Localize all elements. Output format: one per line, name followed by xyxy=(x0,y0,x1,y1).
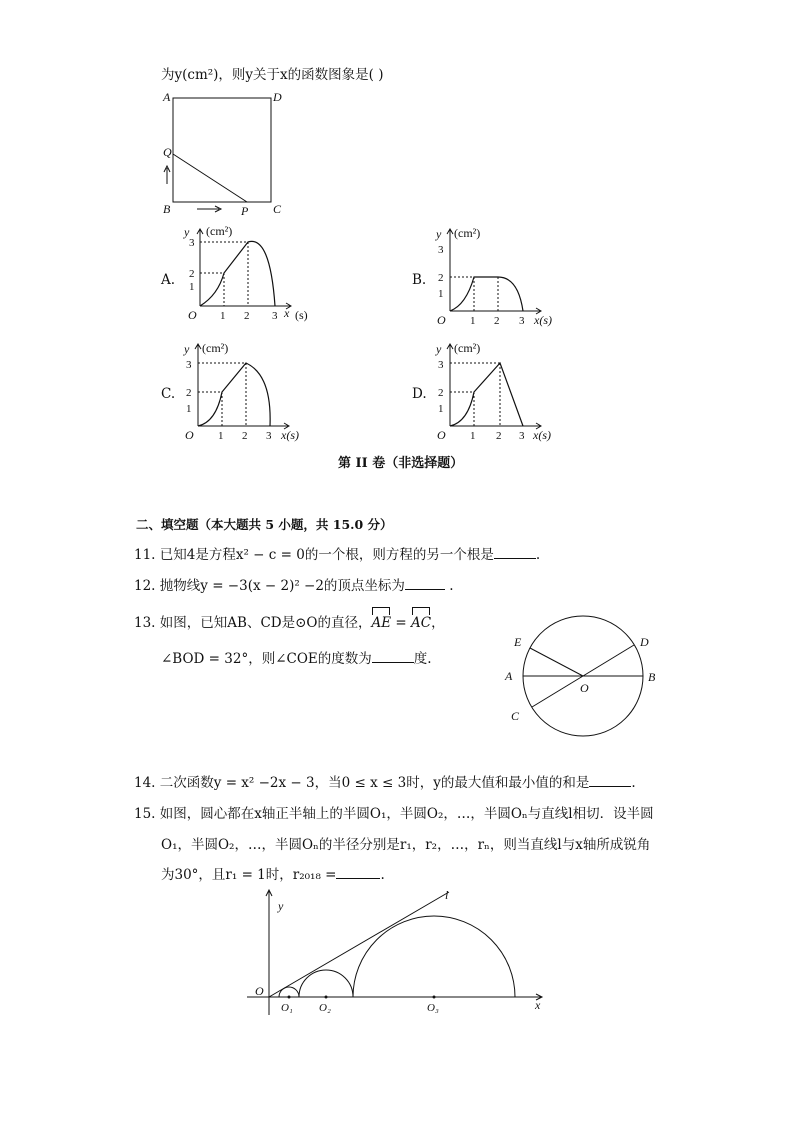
svg-text:B: B xyxy=(648,670,656,684)
svg-text:O: O xyxy=(185,428,194,442)
svg-text:y: y xyxy=(436,227,442,241)
svg-text:y: y xyxy=(184,225,190,239)
graph-A xyxy=(178,225,328,325)
answer-blank-11[interactable] xyxy=(494,546,536,559)
label-C: C xyxy=(273,202,282,216)
question-15-line3: 为30°，且r₁ = 1时，r₂₀₁₈ = . xyxy=(161,867,385,883)
svg-text:1: 1 xyxy=(438,403,444,415)
graph-D xyxy=(428,340,568,445)
svg-text:2: 2 xyxy=(242,430,248,442)
svg-text:3: 3 xyxy=(519,315,525,327)
q10-text: 为y(cm²)，则y关于x的函数图象是( ) xyxy=(161,67,384,83)
svg-text:x(s): x(s) xyxy=(534,313,552,327)
q11-text: 已知4是方程x² − c = 0的一个根，则方程的另一个根是 xyxy=(159,547,494,563)
svg-text:2: 2 xyxy=(496,430,502,442)
svg-text:O: O xyxy=(437,428,446,442)
svg-text:y: y xyxy=(436,342,442,356)
svg-text:x(s): x(s) xyxy=(533,428,551,442)
svg-text:O: O xyxy=(580,681,589,695)
svg-text:3: 3 xyxy=(186,359,192,371)
answer-blank-14[interactable] xyxy=(589,774,631,787)
q15-number: 15. xyxy=(134,806,156,822)
svg-text:1: 1 xyxy=(438,288,444,300)
svg-text:1: 1 xyxy=(189,281,195,293)
svg-text:x: x xyxy=(284,306,290,320)
svg-text:(cm²): (cm²) xyxy=(202,341,229,355)
q14-number: 14. xyxy=(134,775,156,791)
svg-text:C: C xyxy=(511,709,520,723)
svg-text:3: 3 xyxy=(438,359,444,371)
svg-text:l: l xyxy=(445,888,449,902)
q12-text: 抛物线y = −3(x − 2)² −2的顶点坐标为 xyxy=(159,578,405,594)
question-14: 14. 二次函数y = x² −2x − 3，当0 ≤ x ≤ 3时，y的最大值和最小值的和是 . xyxy=(134,775,636,791)
label-D: D xyxy=(273,90,282,104)
svg-text:x(s): x(s) xyxy=(281,428,299,442)
label-A: A xyxy=(163,90,171,104)
choice-A-letter[interactable]: A. xyxy=(161,272,176,288)
q12-number: 12. xyxy=(134,578,156,594)
question-15-line2: O₁，半圆O₂，…，半圆Oₙ的半径分别是r₁，r₂，…，rₙ，则当直线l与x轴所成锐角 xyxy=(161,837,651,853)
answer-blank-12[interactable] xyxy=(405,577,445,590)
svg-text:O: O xyxy=(188,308,197,322)
section-title: 二、填空题（本大题共 5 小题，共 15.0 分） xyxy=(136,517,393,532)
svg-text:2: 2 xyxy=(438,272,444,284)
svg-text:2: 2 xyxy=(189,268,195,280)
question-11: 11. 已知4是方程x² − c = 0的一个根，则方程的另一个根是 . xyxy=(134,547,541,563)
svg-text:O₂: O₂ xyxy=(319,1002,331,1014)
svg-text:A: A xyxy=(505,669,513,683)
svg-text:3: 3 xyxy=(519,430,525,442)
svg-text:(cm²): (cm²) xyxy=(454,226,481,240)
svg-text:1: 1 xyxy=(218,430,224,442)
question-13-line1: 13. 如图，已知AB、CD是⊙O的直径，AE = AC， xyxy=(134,615,445,631)
svg-text:O₃: O₃ xyxy=(427,1002,439,1014)
svg-text:O: O xyxy=(255,984,264,998)
svg-text:(cm²): (cm²) xyxy=(206,225,233,238)
label-P: P xyxy=(241,204,249,218)
square-figure xyxy=(155,88,295,220)
svg-text:O: O xyxy=(437,313,446,327)
svg-text:1: 1 xyxy=(470,315,476,327)
svg-text:2: 2 xyxy=(244,310,250,322)
question-15-line1: 15. 如图，圆心都在x轴正半轴上的半圆O₁，半圆O₂，…，半圆Oₙ与直线l相切．设半圆 xyxy=(134,806,654,822)
svg-text:y: y xyxy=(184,342,190,356)
q11-number: 11. xyxy=(134,547,156,563)
choice-C-letter[interactable]: C. xyxy=(161,386,176,402)
svg-text:D: D xyxy=(640,635,649,649)
svg-text:1: 1 xyxy=(220,310,226,322)
svg-text:2: 2 xyxy=(494,315,500,327)
arc-AE: AE xyxy=(371,615,392,631)
svg-text:3: 3 xyxy=(266,430,272,442)
question-13-line2: ∠BOD = 32°，则∠COE的度数为 度. xyxy=(161,651,432,667)
part2-title: 第 II 卷（非选择题） xyxy=(338,456,464,471)
answer-blank-13[interactable] xyxy=(372,650,414,663)
q13-number: 13. xyxy=(134,615,156,631)
svg-text:1: 1 xyxy=(186,403,192,415)
svg-text:2: 2 xyxy=(186,387,192,399)
label-B: B xyxy=(163,202,171,216)
svg-text:3: 3 xyxy=(438,244,444,256)
graph-C xyxy=(176,340,316,445)
svg-text:1: 1 xyxy=(470,430,476,442)
graph-B xyxy=(428,225,568,330)
question-12: 12. 抛物线y = −3(x − 2)² −2的顶点坐标为 . xyxy=(134,578,454,594)
arc-AC: AC xyxy=(411,615,432,631)
circle-figure xyxy=(500,610,670,750)
svg-text:2: 2 xyxy=(438,387,444,399)
svg-text:3: 3 xyxy=(189,237,195,249)
svg-text:O₁: O₁ xyxy=(281,1002,293,1014)
svg-text:3: 3 xyxy=(272,310,278,322)
svg-text:x: x xyxy=(535,998,541,1012)
svg-text:(cm²): (cm²) xyxy=(454,341,481,355)
svg-text:E: E xyxy=(514,635,522,649)
choice-B-letter[interactable]: B. xyxy=(412,272,427,288)
svg-text:(s): (s) xyxy=(295,308,308,322)
choice-D-letter[interactable]: D. xyxy=(412,386,427,402)
label-Q: Q xyxy=(163,145,172,159)
svg-text:y: y xyxy=(278,899,284,913)
semicircles-figure xyxy=(245,885,555,1020)
answer-blank-15[interactable] xyxy=(336,866,380,879)
